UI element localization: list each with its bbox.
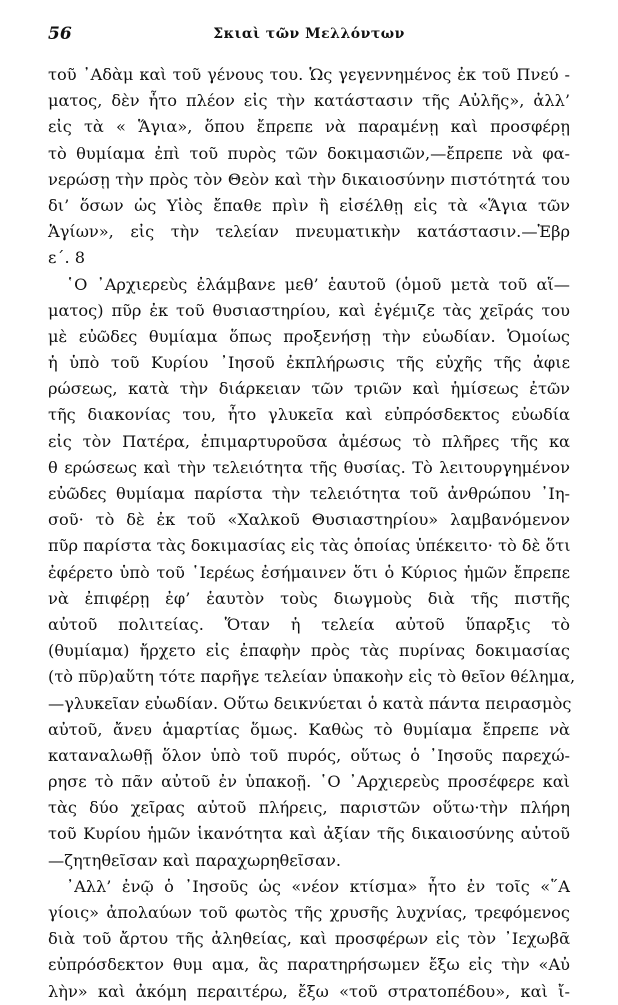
text-line: ε΄. 8 bbox=[48, 248, 86, 268]
page-number: 56 bbox=[48, 24, 72, 44]
text-line: ρησε τὸ πᾶν αὐτοῦ ἐν ὑπακοῇ. ῾Ο ᾿Αρχιερεὺς προσέφερε καὶ bbox=[48, 772, 570, 792]
text-line: νὰ ἐπιφέρῃ ἐφ’ ἑαυτὸν τοὺς διωγμοὺς διὰ τῆς πιστῆς bbox=[48, 588, 570, 608]
text-line: μὲ εὐῶδες θυμίαμα ὅπως προξενήσῃ τὴν εὐωδίαν. Ὁμοίως bbox=[48, 326, 570, 346]
text-line: σοῦ· τὸ δὲ ἐκ τοῦ «Χαλκοῦ Θυσιαστηρίου» λαμβανόμενον bbox=[48, 510, 570, 530]
text-line: ρώσεως, κατὰ τὴν διάρκειαν τῶν τριῶν καὶ ἡμίσεως ἐτῶν bbox=[48, 379, 570, 399]
text-line: εἰς τὸν Πατέρα, ἐπιμαρτυροῦσα ἀμέσως τὸ πλῆρες τῆς κα bbox=[48, 431, 570, 451]
text-line: αὐτοῦ, ἄνευ ἁμαρτίας ὅμως. Καθὼς τὸ θυμίαμα ἔπρεπε νὰ bbox=[48, 719, 570, 739]
text-line: ᾿Αλλ’ ἐνῷ ὁ ᾿Ιησοῦς ὡς «νέον κτίσμα» ἦτο ἐν τοῖς «῞Α bbox=[66, 876, 570, 896]
text-line: (τὸ πῦρ)αὕτη τότε παρῆγε τελείαν ὑπακοὴν εἰς τὸ θεῖον θέλημα, bbox=[48, 667, 576, 687]
text-line: αὐτοῦ πολιτείας. Ὅταν ἡ τελεία αὐτοῦ ὕπαρξις τὸ bbox=[48, 614, 570, 634]
text-line: εὐῶδες θυμίαμα παρίστα τὴν τελειότητα τοῦ ἀνθρώπου ᾿Ιη- bbox=[48, 484, 570, 503]
text-line: ῾Ο ᾿Αρχιερεὺς ἐλάμβανε μεθ’ ἑαυτοῦ (ὁμοῦ μετὰ τοῦ αἵ— bbox=[66, 274, 570, 294]
text-line: —ζητηθεῖσαν καὶ παραχωρηθεῖσαν. bbox=[48, 850, 341, 870]
text-line: τῆς διακονίας του, ἦτο γλυκεῖα καὶ εὐπρόσδεκτος εὐωδία bbox=[48, 405, 570, 425]
text-line: ἐφέρετο ὑπὸ τοῦ ῾Ιερέως ἐσήμαινεν ὅτι ὁ Κύριος ἡμῶν ἔπρεπε bbox=[48, 562, 570, 582]
text-line: λὴν» καὶ ἀκόμη περαιτέρω, ἔξω «τοῦ στρατοπέδου», καὶ ἴ- bbox=[48, 981, 570, 1001]
text-line: ἡ ὑπὸ τοῦ Κυρίου ᾿Ιησοῦ ἐκπλήρωσις τῆς εὐχῆς τῆς ἀφιε bbox=[48, 353, 570, 373]
text-line: Ἁγίων», εἰς τὴν τελείαν πνευματικὴν κατάστασιν.—Ἑβρ bbox=[48, 222, 570, 242]
text-line: τοῦ ᾿Αδὰμ καὶ τοῦ γένους του. Ὡς γεγεννημένος ἐκ τοῦ Πνεύ - bbox=[48, 65, 570, 84]
body-text bbox=[48, 62, 576, 1005]
text-line: διὰ τοῦ ἄρτου τῆς ἀληθείας, καὶ προσφέρων εἰς τὸν ᾿Ιεχωβᾶ bbox=[48, 929, 570, 949]
text-line: καταναλωθῇ ὅλον ὑπὸ τοῦ πυρός, οὕτως ὁ ᾿Ιησοῦς παρεχώ- bbox=[48, 745, 570, 765]
text-line: ματος, δὲν ἦτο πλέον εἰς τὴν κατάστασιν τῆς Αὐλῆς», ἀλλ’ bbox=[48, 91, 570, 111]
running-title: Σκιαὶ τῶν Μελλόντων bbox=[213, 26, 405, 42]
text-line: εἰς τὰ « Ἅγια», ὅπου ἔπρεπε νὰ παραμένῃ καὶ προσφέρῃ bbox=[48, 117, 570, 137]
text-line: ματος) πῦρ ἐκ τοῦ θυσιαστηρίου, καὶ ἐγέμιζε τὰς χεῖράς του bbox=[48, 300, 570, 320]
text-line: τὸ θυμίαμα ἐπὶ τοῦ πυρὸς τῶν δοκιμασιῶν,—ἔπρεπε νὰ φα- bbox=[48, 143, 570, 163]
page-header bbox=[48, 22, 570, 52]
text-line: θ ερώσεως καὶ τὴν τελειότητα τῆς θυσίας. Τὸ λειτουργημένον bbox=[48, 457, 570, 477]
text-line: γίοις» ἀπολαύων τοῦ φωτὸς τῆς χρυσῆς λυχνίας, τρεφόμενος bbox=[48, 903, 570, 922]
text-line: νερώσῃ τὴν πρὸς τὸν Θεὸν καὶ τὴν δικαιοσύνην πιστότητά του bbox=[48, 169, 570, 189]
text-line: τοῦ Κυρίου ἡμῶν ἱκανότητα καὶ ἀξίαν τῆς δικαιοσύνης αὐτοῦ bbox=[48, 824, 570, 844]
text-line: πῦρ παρίστα τὰς δοκιμασίας εἰς τὰς ὁποίας ὑπέκειτο· τὸ δὲ ὅτι bbox=[48, 536, 571, 556]
text-line: (θυμίαμα) ἤρχετο εἰς ἐπαφὴν πρὸς τὰς πυρίνας δοκιμασίας bbox=[48, 641, 570, 661]
text-line: τὰς δύο χεῖρας αὐτοῦ πλήρεις, παριστῶν οὕτω·τὴν πλήρη bbox=[48, 798, 570, 818]
text-line: δι’ ὅσων ὡς Υἱὸς ἔπαθε πρὶν ἢ εἰσέλθῃ εἰς τὰ «Ἅγια τῶν bbox=[48, 195, 570, 215]
text-line: εὐπρόσδεκτον θυμ αμα, ἃς παρατηρήσωμεν ἔξω εἰς τὴν «Αὐ bbox=[48, 955, 570, 975]
text-line: —γλυκεῖαν εὐωδίαν. Οὕτω δεικνύεται ὁ κατὰ πάντα πειρασμὸς bbox=[48, 693, 572, 713]
